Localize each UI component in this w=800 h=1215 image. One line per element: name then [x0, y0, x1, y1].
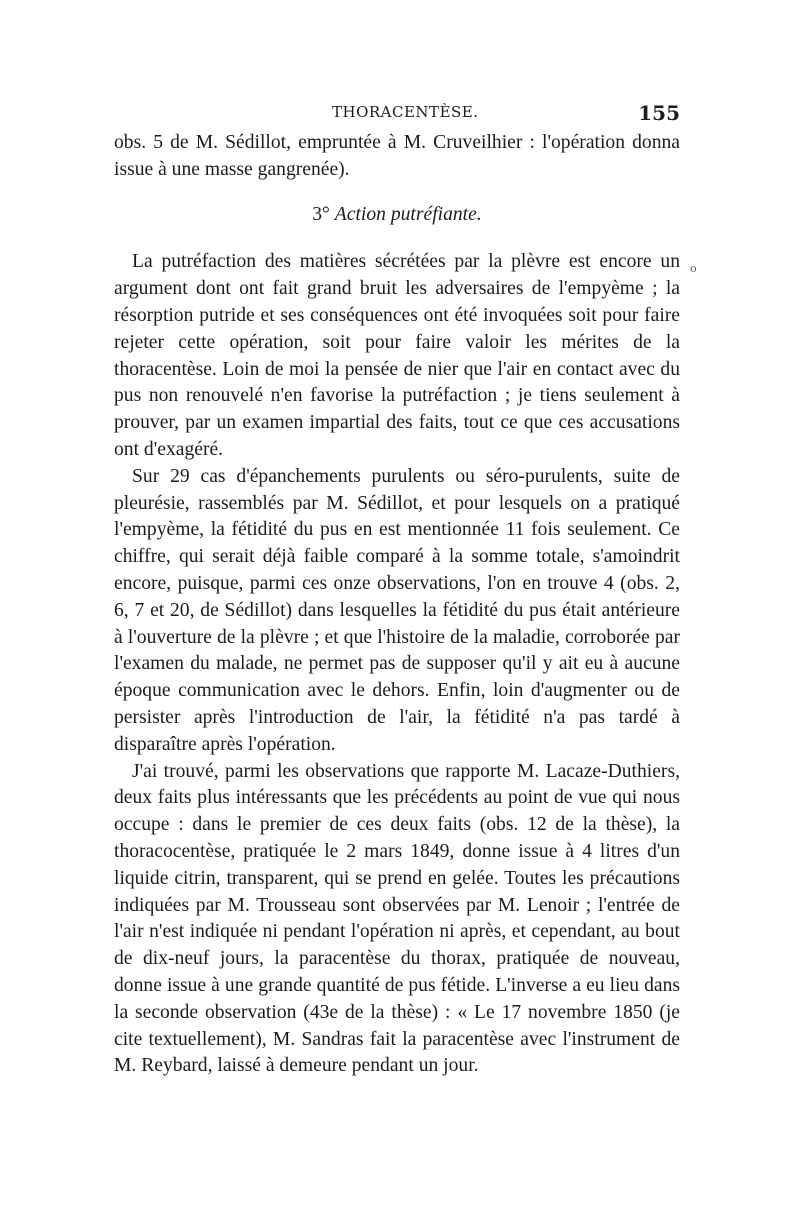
section-heading-number: 3° — [312, 203, 330, 225]
running-title: THORACENTÈSE. — [332, 103, 479, 121]
paragraph-putrefaction: La putréfaction des matières sécrétées par la plèvre est encore un argument dont ont fait grand bruit les adversaires de l'empyème ; la résorption putride et ses conséquences ont été invoquées soit pour faire rejeter cette opération, soit pour faire valoir les mérites de la thoracentèse. Loin de moi la pensée de nier que l'air en contact avec du pus non renouvelé n'en favorise la putréfaction ; je tiens seulement à prouver, par un examen impartial des faits, tout ce que ces accusations ont d'exagéré. — [114, 251, 680, 460]
paragraph-continuation: obs. 5 de M. Sédillot, empruntée à M. Cruveilhier : l'opération donna issue à une masse gangrenée). — [114, 132, 680, 180]
section-heading — [114, 202, 680, 229]
running-head — [114, 101, 680, 127]
paragraph-observations: J'ai trouvé, parmi les observations que rapporte M. Lacaze-Duthiers, deux faits plus intéressants que les précédents au point de vue qui nous occupe : dans le premier de ces deux faits (obs. 12 de la thèse), la thoracocentèse, pratiquée le 2 mars 1849, donne issue à 4 litres d'un liquide citrin, transparent, qui se prend en gelée. Toutes les précautions indiquées par M. Trousseau sont observées par M. Lenoir ; l'entrée de l'air n'est indiquée ni pendant l'opération ni après, et cependant, au bout de dix-neuf jours, la paracentèse du thorax, pratiquée de nouveau, donne issue à une grande quantité de pus fétide. L'inverse a eu lieu dans la seconde observation (43e de la thèse) : « Le 17 novembre 1850 (je cite textuellement), M. Sandras fait la paracentèse avec l'instrument de M. Reybard, laissé à demeure pendant un jour. — [114, 760, 680, 1077]
page-number: 155 — [638, 101, 680, 125]
paragraph-statistics: Sur 29 cas d'épanchements purulents ou séro-purulents, suite de pleurésie, rassemblés par M. Sédillot, et pour lesquels on a pratiqué l'empyème, la fétidité du pus en est mentionnée 11 fois seulement. Ce chiffre, qui serait déjà faible comparé à la somme totale, s'amoindrit encore, puisque, parmi ces onze observations, l'on en trouve 4 (obs. 2, 6, 7 et 20, de Sédillot) dans lesquelles la fétidité du pus était antérieure à l'ouverture de la plèvre ; et que l'histoire de la maladie, corroborée par l'examen du malade, ne permet pas de supposer qu'il y ait eu à aucune époque communication avec le dehors. Enfin, loin d'augmenter ou de persister après l'introduction de l'air, la fétidité n'a pas tardé à disparaître après l'opération. — [114, 465, 680, 755]
margin-mark-icon: o — [690, 262, 697, 275]
body-text — [114, 130, 680, 1080]
section-heading-text: Action putréfiante. — [334, 203, 482, 225]
